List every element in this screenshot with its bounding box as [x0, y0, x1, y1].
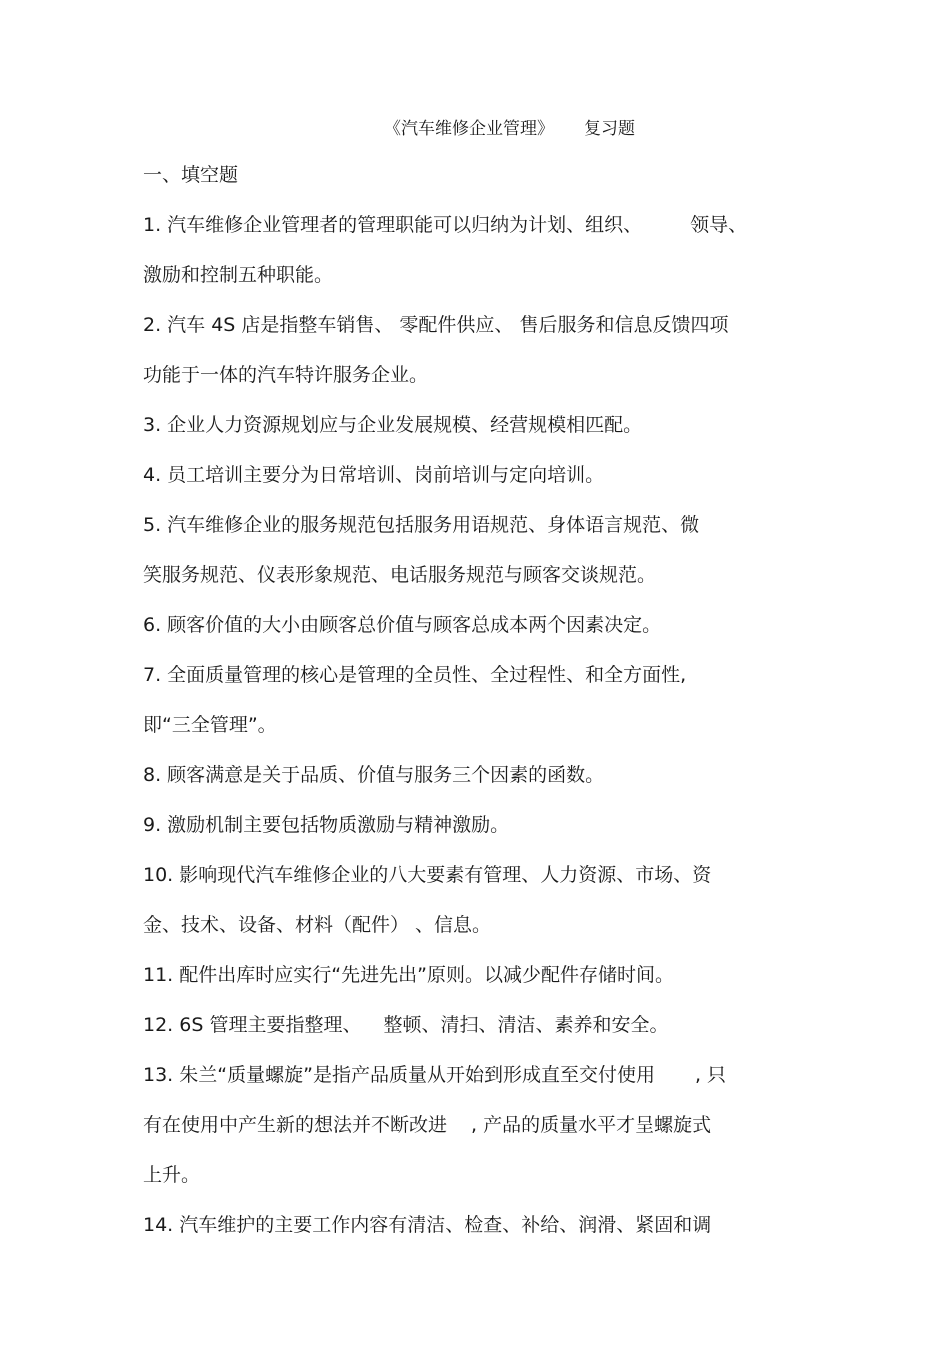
document-body [143, 150, 813, 1250]
question-1-line-1 [143, 200, 813, 250]
question-13-text-c: 有在使用中产生新的想法并不断改进 [143, 1114, 448, 1136]
question-11: 11. 配件出库时应实行“先进先出”原则。以减少配件存储时间。 [143, 964, 674, 986]
question-1-text-a: 1. 汽车维修企业管理者的管理职能可以归纳为计划、组织、 [143, 214, 643, 236]
question-3: 3. 企业人力资源规划应与企业发展规模、经营规模相匹配。 [143, 414, 643, 436]
title-suffix: 复习题 [584, 119, 635, 139]
question-5-line-1: 5. 汽车维修企业的服务规范包括服务用语规范、身体语言规范、微 [143, 514, 700, 536]
question-13-text-d: , 产品的质量水平才呈螺旋式 [471, 1114, 712, 1136]
question-6: 6. 顾客价值的大小由顾客总价值与顾客总成本两个因素决定。 [143, 614, 662, 636]
title-main: 《汽车维修企业管理》 [384, 119, 554, 139]
question-13-line-1 [143, 1050, 813, 1100]
question-12-text-b: 整顿、清扫、清洁、素养和安全。 [383, 1014, 669, 1036]
question-5-line-2: 笑服务规范、仪表形象规范、电话服务规范与顾客交谈规范。 [143, 564, 657, 586]
question-10-line-2: 金、技术、设备、材料（配件） 、信息。 [143, 914, 492, 936]
question-7-line-2: 即“三全管理”。 [143, 714, 277, 736]
document-title [384, 118, 635, 140]
question-9: 9. 激励机制主要包括物质激励与精神激励。 [143, 814, 510, 836]
question-10-line-1: 10. 影响现代汽车维修企业的八大要素有管理、人力资源、市场、资 [143, 864, 712, 886]
question-13-text-a: 13. 朱兰“质量螺旋”是指产品质量从开始到形成直至交付使用 [143, 1064, 655, 1086]
question-2-line-1: 2. 汽车 4S 店是指整车销售、 零配件供应、 售后服务和信息反馈四项 [143, 314, 729, 336]
question-12-text-a: 12. 6S 管理主要指整理、 [143, 1014, 362, 1036]
section-heading: 一、填空题 [143, 164, 239, 186]
question-2-line-2: 功能于一体的汽车特许服务企业。 [143, 364, 429, 386]
question-1-text-b: 领导、 [690, 214, 748, 236]
question-1-line-2: 激励和控制五种职能。 [143, 264, 334, 286]
question-8: 8. 顾客满意是关于品质、价值与服务三个因素的函数。 [143, 764, 605, 786]
question-12 [143, 1000, 813, 1050]
question-4: 4. 员工培训主要分为日常培训、岗前培训与定向培训。 [143, 464, 605, 486]
question-13-line-2 [143, 1100, 813, 1150]
question-13-text-b: , 只 [694, 1064, 727, 1086]
question-7-line-1: 7. 全面质量管理的核心是管理的全员性、全过程性、和全方面性, [143, 664, 687, 686]
question-13-line-3: 上升。 [143, 1164, 201, 1186]
question-14-line-1: 14. 汽车维护的主要工作内容有清洁、检查、补给、润滑、紧固和调 [143, 1214, 712, 1236]
